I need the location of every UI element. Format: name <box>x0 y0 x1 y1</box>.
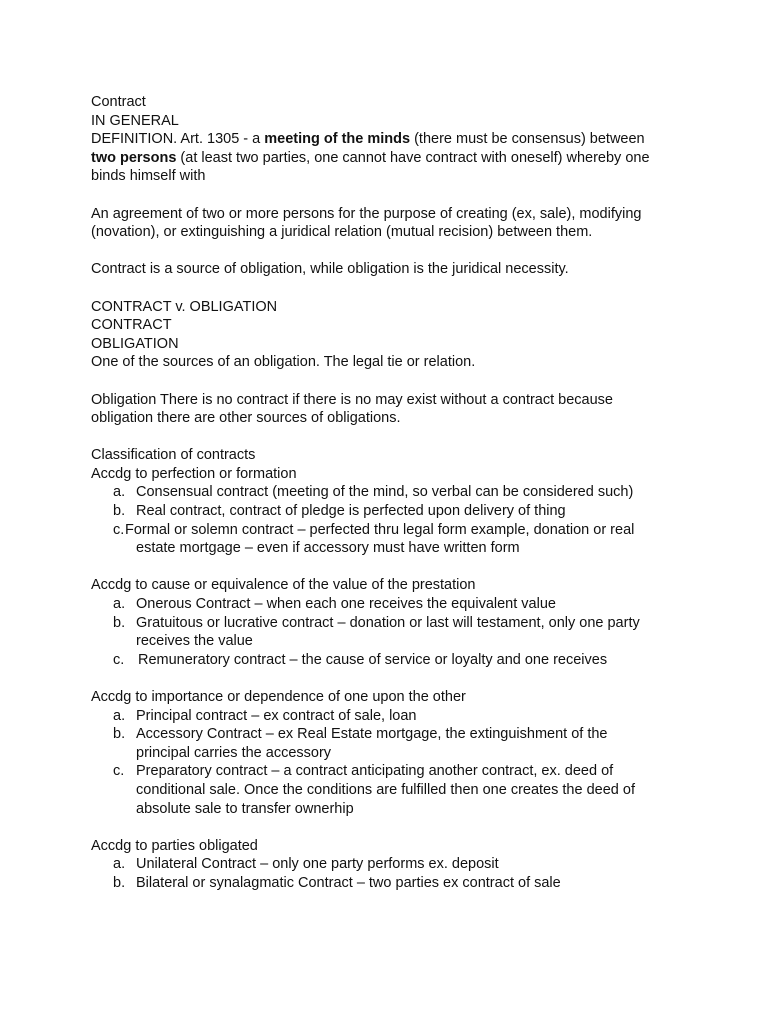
list-item <box>91 874 731 893</box>
definition-line-2: two persons (at least two parties, one cannot have contract with oneself) whereby one <box>91 149 650 166</box>
group-heading: Accdg to parties obligated <box>91 837 258 854</box>
list-item-text: Formal or solemn contract – perfected thru legal form example, donation or real <box>125 521 635 538</box>
list-marker: b. <box>113 874 126 891</box>
list-item-text: Onerous Contract – when each one receives the equivalent value <box>136 596 556 613</box>
comparison-row-2-line-1: Obligation There is no contract if there is no may exist without a contract because <box>91 391 613 408</box>
list-item <box>91 651 731 670</box>
agreement-line-2: (novation), or extinguishing a juridical relation (mutual recision) between them. <box>91 224 593 241</box>
list-item-text: Principal contract – ex contract of sale, loan <box>136 707 417 724</box>
list-item-text: Consensual contract (meeting of the mind, so verbal can be considered such) <box>136 484 634 501</box>
list-item <box>91 762 731 818</box>
list-marker: a. <box>113 484 126 501</box>
list-marker: a. <box>113 596 126 613</box>
group-list <box>91 707 731 819</box>
list-item <box>91 614 731 651</box>
group-list <box>91 855 731 892</box>
list-item-text: conditional sale. Once the conditions are fulfilled then one creates the deed of <box>136 781 635 798</box>
comparison-col-obligation: OBLIGATION <box>91 335 179 352</box>
document-title: Contract <box>91 94 146 110</box>
list-item-text: Remuneratory contract – the cause of service or loyalty and one receives <box>138 651 608 668</box>
list-item-text: Real contract, contract of pledge is perfected upon delivery of thing <box>136 503 566 520</box>
list-item-text: Gratuitous or lucrative contract – donation or last will testament, only one party <box>136 614 640 631</box>
list-item-text: Accessory Contract – ex Real Estate mortgage, the extinguishment of the <box>136 726 608 743</box>
group-list <box>91 595 731 669</box>
agreement-line-1: An agreement of two or more persons for the purpose of creating (ex, sale), modifying <box>91 205 642 222</box>
list-marker: c. <box>113 521 125 538</box>
classification-heading: Classification of contracts <box>91 447 256 464</box>
list-marker: a. <box>113 707 126 724</box>
definition-line-1: DEFINITION. Art. 1305 - a meeting of the minds (there must be consensus) between <box>91 131 645 148</box>
definition-line-3: binds himself with <box>91 168 206 185</box>
list-marker: c. <box>113 763 125 780</box>
section-heading: IN GENERAL <box>91 112 179 129</box>
list-item <box>91 855 731 874</box>
list-item <box>91 595 731 614</box>
group-heading: Accdg to importance or dependence of one upon the other <box>91 689 466 705</box>
list-item-text: estate mortgage – even if accessory must have written form <box>136 540 520 557</box>
list-item-text: absolute sale to transfer ownerhip <box>136 800 354 817</box>
comparison-heading: CONTRACT v. OBLIGATION <box>91 298 278 315</box>
list-item-text: Bilateral or synalagmatic Contract – two parties ex contract of sale <box>136 874 561 891</box>
list-item <box>91 707 731 726</box>
list-item-text: Unilateral Contract – only one party performs ex. deposit <box>136 856 499 873</box>
comparison-row-2-line-2: obligation there are other sources of obligations. <box>91 410 401 427</box>
comparison-col-contract: CONTRACT <box>91 317 172 334</box>
list-marker: b. <box>113 503 126 520</box>
list-item <box>91 521 731 558</box>
group-list <box>91 483 731 557</box>
list-marker: a. <box>113 856 126 873</box>
list-marker: c. <box>113 651 125 668</box>
list-item <box>91 502 731 521</box>
comparison-row-1: One of the sources of an obligation. The legal tie or relation. <box>91 354 476 371</box>
list-item-text: receives the value <box>136 633 253 650</box>
list-item <box>91 483 731 502</box>
list-item <box>91 725 731 762</box>
document-page <box>91 93 731 893</box>
group-heading: Accdg to perfection or formation <box>91 465 297 482</box>
list-item-text: Preparatory contract – a contract anticipating another contract, ex. deed of <box>136 763 614 780</box>
list-item-text: principal carries the accessory <box>136 744 332 761</box>
group-heading: Accdg to cause or equivalence of the value of the prestation <box>91 577 476 594</box>
list-marker: b. <box>113 726 126 743</box>
source-paragraph: Contract is a source of obligation, while obligation is the juridical necessity. <box>91 261 569 278</box>
list-marker: b. <box>113 614 126 631</box>
